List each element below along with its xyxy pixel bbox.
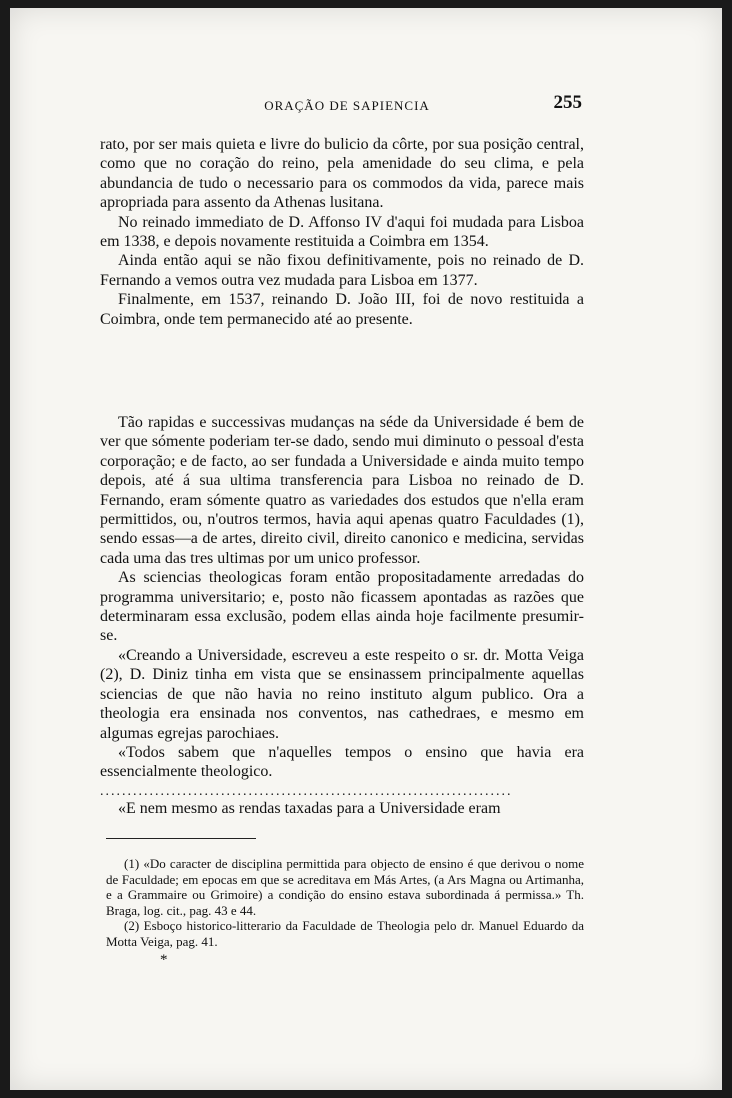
page-number: 255 xyxy=(553,92,582,113)
footnote-rule xyxy=(106,838,256,839)
page-header xyxy=(110,92,584,116)
section-continuation xyxy=(100,135,584,329)
paragraph: As sciencias theologicas foram então propositadamente arredadas do programma universitario; e, posto não ficassem apontadas as razões que determinaram essa exclusão, podem ellas ainda hoje facilmente presumir-se. xyxy=(100,569,584,645)
paragraph: Finalmente, em 1537, reinando D. João III, foi de novo restituida a Coimbra, onde tem permanecido até ao presente. xyxy=(100,291,584,328)
paragraph: «Creando a Universidade, escreveu a este respeito o sr. dr. Motta Veiga (2), D. Diniz tinha em vista que se ensinassem principalmente aquellas sciencias de que não havia no reino instituto algum publico. Ora a theologia era ensinada nos conventos, nas cathedraes, e mesmo em algumas egrejas parochiaes. xyxy=(100,646,584,742)
paragraph: Ainda então aqui se não fixou definitivamente, pois no reinado de D. Fernando a vemos outra vez mudada para Lisboa em 1377. xyxy=(100,252,584,289)
footnote: (1) «Do caracter de disciplina permittida para objecto de ensino é que derivou o nome de Faculdade; em epocas em que se acreditava em Más Artes, (a Ars Magna ou Artimanha, e a Grammaire ou Grimoire) a condição do ensino estava subordinada á permissa.» Th. Braga, log. cit., pag. 43 e 44. xyxy=(106,856,584,918)
footnotes xyxy=(106,856,584,949)
ellipsis-dots: ........................................................................... xyxy=(100,784,513,799)
signature-mark: * xyxy=(160,952,168,968)
paragraph: «E nem mesmo as rendas taxadas para a Universidade eram xyxy=(118,799,501,817)
paragraph: No reinado immediato de D. Affonso IV d'aqui foi mudada para Lisboa em 1338, e depois novamente restituida a Coimbra em 1354. xyxy=(100,213,584,251)
paragraph: Tão rapidas e successivas mudanças na séde da Universidade é bem de ver que sómente poderiam ter-se dado, sendo mui diminuto o pessoal d'esta corporação; e de facto, ao ser fundada a Universidade e ainda muito tempo depois, até á sua ultima transferencia para Lisboa no reinado de D. Fernando, eram sómente quatro as variedades dos estudos que n'ella eram permittidos, ou, n'outros termos, havia aqui apenas quatro Faculdades (1), sendo essas—a de artes, direito civil, direito canonico e medicina, servidas cada uma das tres ultimas por um unico professor. xyxy=(100,414,584,567)
running-title: ORAÇÃO DE SAPIENCIA xyxy=(264,98,430,113)
book-page xyxy=(10,8,722,1090)
paragraph: rato, por ser mais quieta e livre do bulicio da côrte, por sua posição central, como que no coração do reino, pela amenidade do seu clima, e pela abundancia de tudo o necessario para os commodos da vida, parece mais apropriada para assento da Athenas lusitana. xyxy=(100,136,584,212)
section-universities xyxy=(100,413,584,818)
paragraph: «Todos sabem que n'aquelles tempos o ensino que havia era essencialmente theologico. xyxy=(100,743,584,781)
footnote: (2) Esboço historico-litterario da Faculdade de Theologia pelo dr. Manuel Eduardo da Motta Veiga, pag. 41. xyxy=(106,918,584,949)
